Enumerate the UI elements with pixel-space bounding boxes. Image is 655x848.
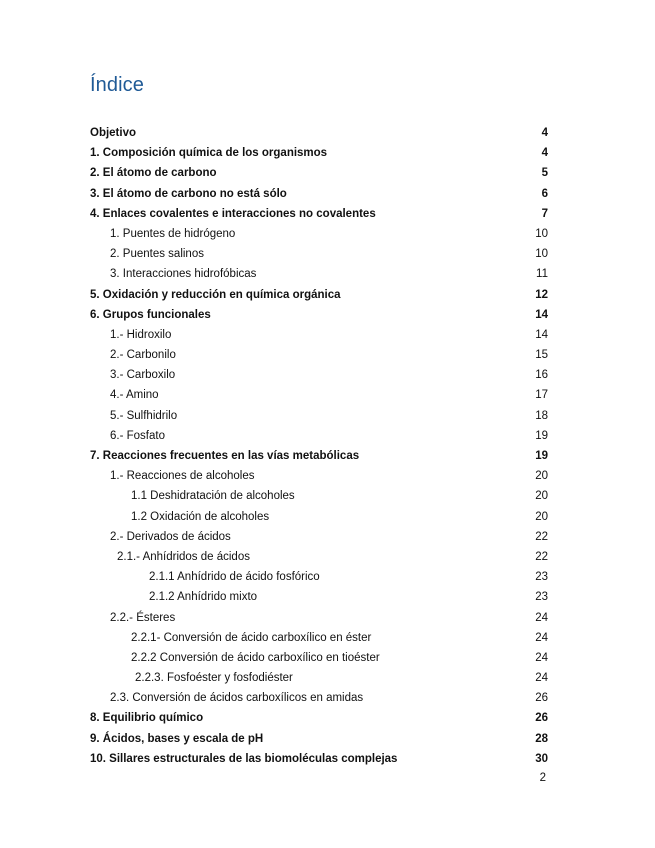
toc-entry[interactable] [0, 708, 655, 728]
toc-entry-label: 2.3. Conversión de ácidos carboxílicos en amidas [110, 692, 364, 705]
toc-entry-page: 23 [535, 591, 548, 604]
toc-entry-label: 3.- Carboxilo [110, 369, 176, 382]
toc-entry[interactable] [0, 688, 655, 708]
toc-entry-page: 24 [535, 631, 548, 644]
toc-entry-label: 1.- Hidroxilo [110, 328, 172, 341]
toc-entry-page: 16 [535, 369, 548, 382]
toc-entry-label: 3. Interacciones hidrofóbicas [110, 268, 257, 281]
toc-entry-label: 4.- Amino [110, 389, 159, 402]
toc-entry-page: 11 [536, 268, 548, 281]
toc-entry[interactable] [0, 426, 655, 446]
toc-entry-label: 2.- Derivados de ácidos [110, 530, 231, 543]
toc-entry-label: 1. Composición química de los organismos [90, 147, 328, 160]
toc-entry-page: 28 [535, 732, 548, 745]
toc-entry[interactable] [0, 385, 655, 405]
toc-entry[interactable] [0, 204, 655, 224]
toc-entry[interactable] [0, 143, 655, 163]
toc-entry-page: 4 [541, 147, 548, 160]
toc-entry-label: 1.1 Deshidratación de alcoholes [131, 490, 295, 503]
toc-entry-label: 2.1.- Anhídridos de ácidos [117, 550, 250, 563]
toc-entry-page: 18 [535, 409, 548, 422]
toc-entry[interactable] [0, 224, 655, 244]
toc-entry[interactable] [0, 163, 655, 183]
toc-entry-page: 24 [535, 672, 548, 685]
toc-entry-label: 8. Equilibrio químico [90, 712, 204, 725]
toc-entry-label: 2.1.1 Anhídrido de ácido fosfórico [149, 571, 320, 584]
toc-entry-label: 2. El átomo de carbono [90, 167, 217, 180]
toc-entry-page: 19 [535, 450, 548, 462]
toc-entry[interactable] [0, 567, 655, 587]
toc-entry[interactable] [0, 749, 655, 769]
toc-entry-label: 7. Reacciones frecuentes en las vías metabólicas [90, 450, 360, 462]
toc-entry-page: 26 [535, 712, 548, 725]
toc-entry-page: 19 [535, 429, 548, 442]
toc-entry[interactable] [0, 446, 655, 466]
toc-entry-label: 1. Puentes de hidrógeno [110, 227, 236, 240]
toc-entry[interactable] [0, 466, 655, 486]
toc-entry-label: 6. Grupos funcionales [90, 308, 211, 321]
toc-entry[interactable] [0, 628, 655, 648]
toc-entry-page: 7 [541, 207, 548, 220]
toc-entry-page: 14 [535, 328, 548, 341]
toc-entry[interactable] [0, 406, 655, 426]
toc-entry-page: 23 [535, 571, 548, 584]
toc-entry[interactable] [0, 365, 655, 385]
toc-entry[interactable] [0, 264, 655, 284]
toc-entry-page: 30 [535, 752, 548, 765]
toc-entry-page: 24 [535, 611, 548, 624]
toc-entry-label: 2.2.1- Conversión de ácido carboxílico en éster [131, 631, 372, 644]
toc-entry[interactable] [0, 527, 655, 547]
toc-entry-page: 20 [535, 470, 548, 483]
toc-entry[interactable] [0, 668, 655, 688]
toc-entry[interactable] [0, 587, 655, 607]
toc-entry-page: 15 [535, 349, 548, 362]
toc-entry[interactable] [0, 305, 655, 325]
toc-entry-label: 1.2 Oxidación de alcoholes [131, 510, 270, 523]
toc-entry[interactable] [0, 184, 655, 204]
toc-entry-page: 22 [535, 550, 548, 563]
toc-entry-label: 3. El átomo de carbono no está sólo [90, 187, 287, 200]
toc-entry-label: 2.1.2 Anhídrido mixto [149, 591, 258, 604]
toc-entry[interactable] [0, 285, 655, 305]
toc-entry[interactable] [0, 486, 655, 506]
toc-entry[interactable] [0, 345, 655, 365]
toc-entry[interactable] [0, 325, 655, 345]
toc-entry-page: 10 [535, 227, 548, 240]
toc-entry-page: 20 [535, 490, 548, 503]
toc-entry-label: 2. Puentes salinos [110, 248, 204, 261]
toc-entry[interactable] [0, 608, 655, 628]
table-of-contents [0, 123, 655, 769]
toc-entry[interactable] [0, 507, 655, 527]
toc-entry-page: 26 [535, 692, 548, 705]
toc-entry-label: 9. Ácidos, bases y escala de pH [90, 732, 264, 745]
toc-entry[interactable] [0, 547, 655, 567]
toc-entry-page: 10 [535, 248, 548, 261]
toc-entry[interactable] [0, 648, 655, 668]
toc-entry-label: 6.- Fosfato [110, 429, 165, 442]
toc-entry-label: Objetivo [90, 127, 137, 139]
page-number: 2 [539, 772, 546, 784]
toc-entry-page: 20 [535, 510, 548, 523]
toc-entry-page: 14 [535, 308, 548, 321]
toc-entry-label: 5. Oxidación y reducción en química orgánica [90, 288, 341, 301]
toc-entry-label: 2.2.3. Fosfoéster y fosfodiéster [135, 672, 293, 685]
toc-entry-page: 24 [535, 651, 548, 664]
toc-entry-label: 1.- Reacciones de alcoholes [110, 470, 255, 483]
toc-entry-page: 12 [535, 288, 548, 301]
toc-entry-label: 2.2.2 Conversión de ácido carboxílico en tioéster [131, 651, 380, 664]
index-title: Índice [90, 74, 144, 96]
toc-entry-page: 17 [535, 389, 548, 402]
toc-entry-label: 2.- Carbonilo [110, 349, 176, 362]
toc-entry[interactable] [0, 123, 655, 143]
toc-entry-page: 6 [541, 187, 548, 200]
toc-entry-label: 2.2.- Ésteres [110, 611, 176, 624]
toc-entry[interactable] [0, 244, 655, 264]
toc-entry-label: 4. Enlaces covalentes e interacciones no covalentes [90, 207, 376, 220]
toc-entry-label: 5.- Sulfhidrilo [110, 409, 178, 422]
toc-entry-page: 5 [541, 167, 548, 180]
toc-entry-label: 10. Sillares estructurales de las biomoléculas complejas [90, 752, 398, 765]
toc-entry-page: 4 [541, 127, 548, 139]
toc-entry-page: 22 [535, 530, 548, 543]
toc-entry[interactable] [0, 729, 655, 749]
